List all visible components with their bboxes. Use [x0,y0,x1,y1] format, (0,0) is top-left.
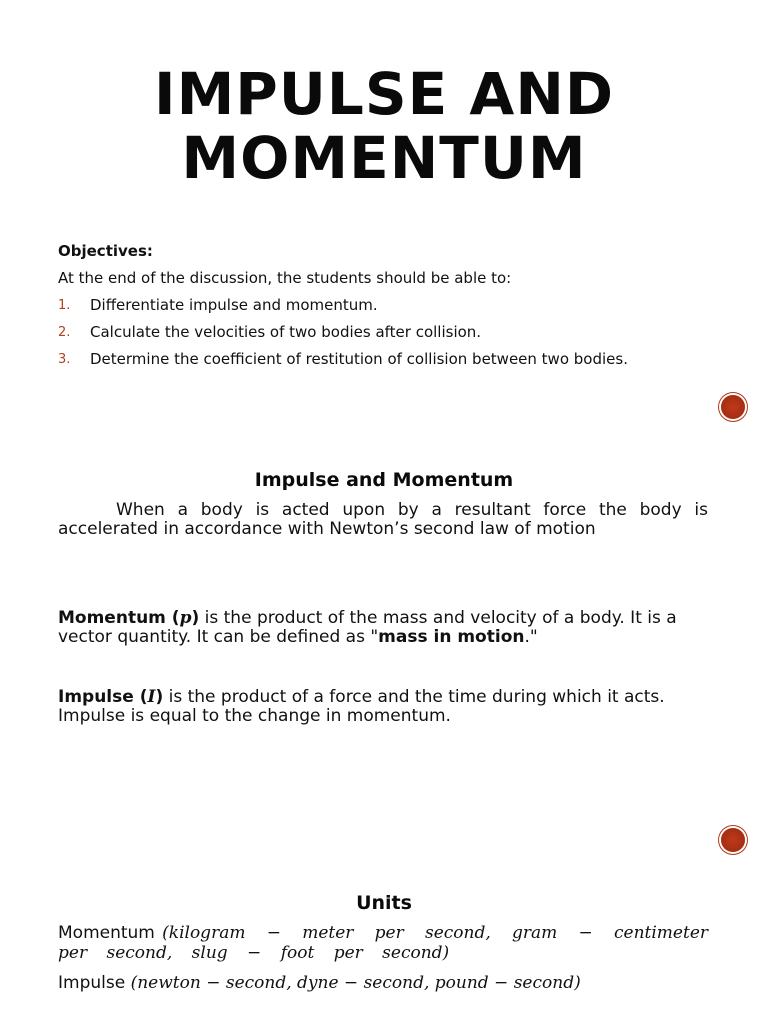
impulse-units-value: (newton − second, dyne − second, pound − second) [130,973,581,993]
momentum-definition: Momentum (p) is the product of the mass and velocity of a body. It is a vector quantity. It can be defined as "mass in motion." [58,608,677,647]
impulse-units [58,973,708,993]
title-line-1: IMPULSE AND [153,60,615,128]
momentum-text: is the product of the mass and velocity of a body. It is a vector quantity. It can be defined as " [58,608,677,647]
impulse-units-label: Impulse [58,973,126,993]
objective-text: Differentiate impulse and momentum. [90,296,378,314]
momentum-units [58,923,708,963]
impulse-term: Impulse (I) [58,687,164,707]
intro-paragraph [58,501,708,539]
momentum-term: Momentum (p) [58,608,200,628]
momentum-symbol: p [179,608,192,628]
impulse-definition [58,688,708,726]
objective-text: Calculate the velocities of two bodies after collision. [90,323,482,341]
section-heading-impulse-momentum: Impulse and Momentum [254,469,514,491]
intro-text: When a body is acted upon by a resultant force the body is accelerated in accordance with Newton’s second law of motion [58,500,708,539]
objective-item [58,319,718,346]
slide-bullet-icon [721,395,745,419]
objective-number: 2. [58,325,71,340]
slide-bullet-icon [721,828,745,852]
momentum-units-value: (kilogram − meter per second, gram − centimeter per second, slug − foot per second) [58,923,709,963]
objectives-intro: At the end of the discussion, the students should be able to: [58,269,512,287]
impulse-symbol: I [147,687,156,707]
title-line-2: MOMENTUM [181,124,587,192]
objectives-block [58,238,718,373]
momentum-units-label: Momentum [58,923,155,943]
page-title [0,62,768,190]
objective-number: 1. [58,298,71,313]
momentum-emphasis: mass in motion [378,627,525,647]
objective-number: 3. [58,352,71,367]
objective-text: Determine the coefficient of restitution of collision between two bodies. [90,350,628,368]
section-heading-units: Units [356,892,412,914]
impulse-text: is the product of a force and the time during which it acts. Impulse is equal to the change in momentum. [58,687,665,726]
objective-item [58,292,718,319]
objective-item [58,346,718,373]
objectives-list [58,292,718,373]
objectives-heading: Objectives: [58,242,153,260]
